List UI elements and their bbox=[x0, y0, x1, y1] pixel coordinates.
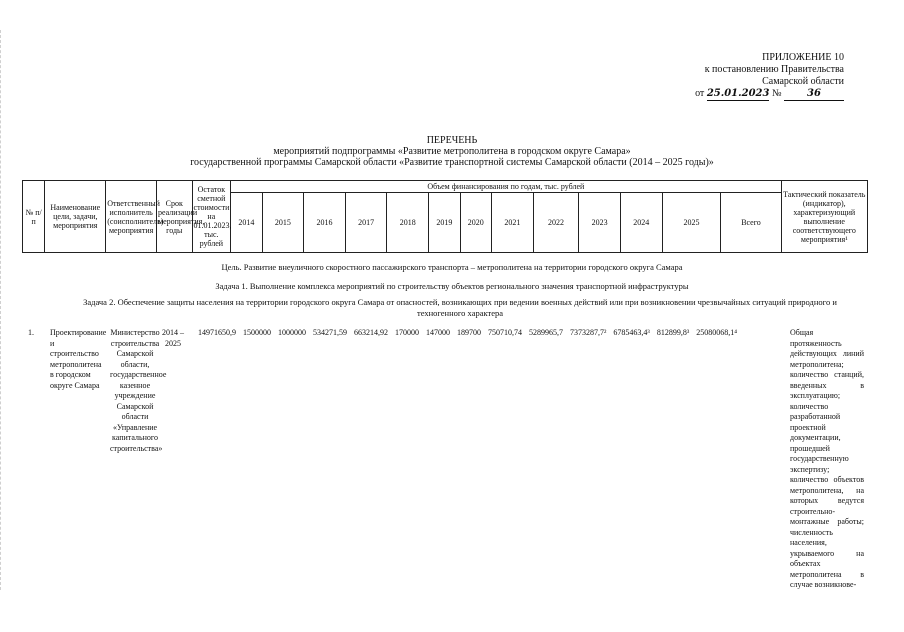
row-1-name: Проектирование и строительство метрополитена в городском округе Самара bbox=[50, 328, 107, 390]
date-prefix: от bbox=[695, 88, 705, 99]
header-year: 2022 bbox=[533, 193, 579, 253]
number-prefix: № bbox=[771, 88, 782, 99]
row-1-value: 189700 bbox=[457, 328, 481, 337]
row-1-values bbox=[198, 328, 742, 339]
header-year: 2018 bbox=[387, 193, 429, 253]
row-1-value: 170000 bbox=[395, 328, 419, 337]
scan-margin-marks bbox=[0, 30, 7, 590]
header-year: 2019 bbox=[429, 193, 460, 253]
title-line: государственной программы Самарской области «Развитие транспортной системы Самарской области (2014 – 2025 годы)» bbox=[190, 157, 714, 168]
row-1-value: 147000 bbox=[426, 328, 450, 337]
header-tactical: Тактический показатель (индикатор), характеризующий выполнение соответствующего мероприятия¹ bbox=[781, 181, 867, 253]
header-year: 2024 bbox=[620, 193, 662, 253]
date-handwritten: 25.01.2023 bbox=[706, 88, 770, 99]
header-year: 2021 bbox=[492, 193, 534, 253]
document-title bbox=[0, 135, 904, 168]
header-funding-group: Объем финансирования по годам, тыс. рублей bbox=[231, 181, 781, 193]
header-year: 2016 bbox=[304, 193, 346, 253]
header-year: 2014 bbox=[231, 193, 262, 253]
appendix-block bbox=[624, 52, 844, 101]
row-1-balance: 14971650,9 bbox=[198, 328, 236, 337]
title-heading: ПЕРЕЧЕНЬ bbox=[426, 135, 478, 146]
row-1-value: 1000000 bbox=[278, 328, 306, 337]
row-1-value: 5289965,7 bbox=[529, 328, 563, 337]
funding-table-header bbox=[22, 180, 868, 253]
row-1-value: 750710,74 bbox=[488, 328, 522, 337]
number-handwritten: 36 bbox=[784, 88, 844, 101]
row-1-value: 7373287,7² bbox=[570, 328, 607, 337]
row-1-value: 1500000 bbox=[243, 328, 271, 337]
appendix-line: к постановлению Правительства bbox=[704, 64, 844, 75]
header-balance: Остаток сметной стоимости на 01.01.2023, тыс. рублей bbox=[192, 181, 231, 253]
task-2-text: Задача 2. Обеспечение защиты населения на территории городского округа Самара от опасностей, возникающих при ведении военных действий или при возникновении чрезвычайных ситуаций природного и техногенного характера bbox=[83, 297, 837, 318]
row-1-tactical-indicator: Общая протяженность действующих линий метрополитена; количество станций, введенных в эксплуатацию; количество разработанной проектной документации, прошедшей государственную экспертизу; количество объектов метрополитена, на которых ведутся строительно-монтажные работы; численность населения, укрываемого на объектах метрополитена в случае возникнове- bbox=[790, 328, 864, 589]
row-1-number: 1. bbox=[28, 328, 34, 337]
row-1-value: 534271,59 bbox=[313, 328, 347, 337]
row-1-value: 6785463,4³ bbox=[613, 328, 650, 337]
header-year: 2020 bbox=[460, 193, 491, 253]
header-term: Срок реализации мероприятия, годы bbox=[157, 181, 193, 253]
row-1-value: 812899,8³ bbox=[656, 328, 690, 337]
appendix-title: ПРИЛОЖЕНИЕ 10 bbox=[762, 52, 844, 63]
appendix-line: Самарской области bbox=[762, 76, 844, 87]
header-year: 2023 bbox=[579, 193, 621, 253]
goal-text: Цель. Развитие внеуличного скоростного пассажирского транспорта – метрополитена на территории городского округа Самара bbox=[221, 262, 683, 272]
header-responsible: Ответственный исполнитель (соисполнитель) мероприятия bbox=[106, 181, 157, 253]
header-year: 2025 bbox=[662, 193, 721, 253]
header-num: № п/п bbox=[23, 181, 45, 253]
header-name: Наименование цели, задачи, мероприятия bbox=[45, 181, 106, 253]
row-1-responsible: Министерство строительства Самарской области, государственное казенное учреждение Самарской области «Управление капитального строительства» bbox=[110, 328, 167, 453]
row-1-value: 663214,92 bbox=[354, 328, 388, 337]
title-line: мероприятий подпрограммы «Развитие метрополитена в городском округе Самара» bbox=[273, 146, 631, 157]
task-1-text: Задача 1. Выполнение комплекса мероприятий по строительству объектов регионального значения транспортной инфраструктуры bbox=[215, 281, 689, 291]
row-1-total: 25080068,1⁴ bbox=[696, 328, 738, 337]
header-year: 2017 bbox=[345, 193, 387, 253]
appendix-date-line bbox=[624, 88, 844, 101]
header-total: Всего bbox=[721, 193, 781, 253]
row-1-term: 2014 – 2025 bbox=[162, 328, 184, 348]
header-year: 2015 bbox=[262, 193, 304, 253]
